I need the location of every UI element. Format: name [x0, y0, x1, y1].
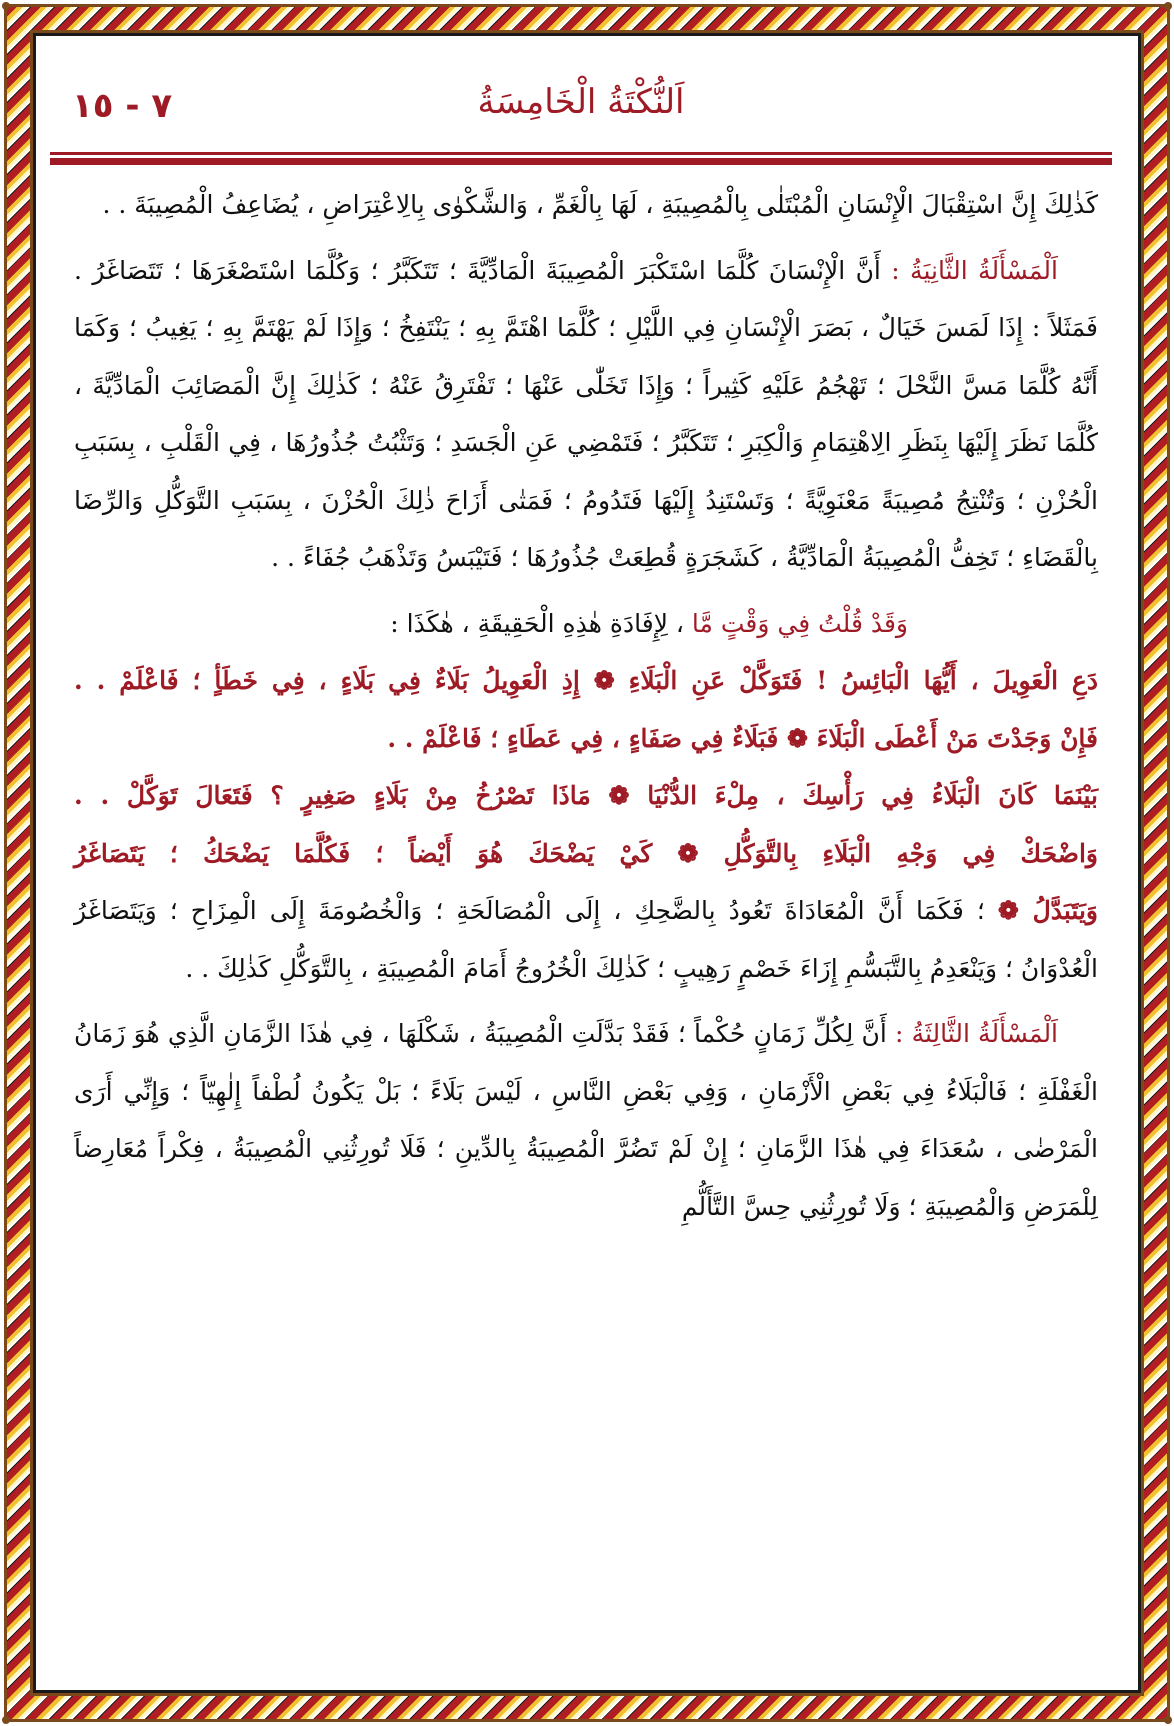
paragraph-3: [74, 882, 1098, 997]
poem-intro-red: وَقَدْ قُلْتُ فِي وَقْتٍ مَّا: [691, 608, 908, 638]
poem-line-1: دَعِ الْعَوِيلَ ، أَيُّهَا الْبَائِسُ ! فَتَوَكَّلْ عَنِ الْبَلَاءِ ❁ إِذِ الْعَوِيلُ بَلَاءٌ فِي بَلَاءٍ ، فِي خَطَأٍ ؛ فَاعْلَمْ . .: [74, 666, 1098, 695]
corner-ornament-icon: [1164, 2, 1172, 10]
page-header: [50, 82, 1112, 156]
corner-ornament-icon: [2, 2, 10, 10]
paragraph-2: [74, 242, 1098, 587]
paragraph-3-text: ؛ فَكَمَا أَنَّ الْمُعَادَاةَ تَعُودُ بِالضَّحِكِ ، إِلَى الْمُصَالَحَةِ ؛ وَالْخُصُومَةَ إِلَى الْمِزَاحِ ؛ وَيَتَصَاغَرُ الْعُدْوَانُ ؛ وَيَنْعَدِمُ بِالتَّبَسُّمِ إِزَاءَ خَصْمٍ رَهِيبٍ ؛ كَذٰلِكَ الْخُرُوجُ أَمَامَ الْمُصِيبَةِ ، بِالتَّوَكُّلِ كَذٰلِكَ . .: [74, 896, 1098, 983]
section-label-third: اَلْمَسْأَلَةُ الثَّالِثَةُ :: [895, 1019, 1059, 1048]
poem-intro: [74, 595, 1098, 653]
poem-tail: وَيَتَبَدَّلُ ❁: [997, 896, 1098, 925]
header-rule-thick: [50, 158, 1112, 165]
paragraph-2-text: أَنَّ الْإِنْسَانَ كُلَّمَا اسْتَكْبَرَ الْمُصِيبَةَ الْمَادِّيَّةَ ؛ تَتَكَبَّرُ ؛ وَكُلَّمَا اسْتَصْغَرَهَا ؛ تَتَصَاغَرُ . فَمَثَلاً : إِذَا لَمَسَ خَيَالٌ ، بَصَرَ الْإِنْسَانِ فِي اللَّيْلِ ؛ كُلَّمَا اهْتَمَّ بِهِ ؛ يَنْتَفِخُ ؛ وَإِذَا لَمْ يَهْتَمَّ بِهِ ؛ يَغِيبُ ؛ وَكَمَا أَنَّهُ كُلَّمَا مَسَّ النَّحْلَ ؛ تَهْجُمُ عَلَيْهِ كَثِيراً ؛ وَإِذَا تَخَلّٰى عَنْهَا ؛ تَفْتَرِقُ عَنْهُ ؛ كَذٰلِكَ إِنَّ الْمَصَائِبَ الْمَادِّيَّةَ ، كُلَّمَا نَظَرَ إِلَيْهَا بِنَظَرِ الِاهْتِمَامِ وَالْكِبَرِ ؛ تَتَكَبَّرُ ؛ فَتَمْضِي عَنِ الْجَسَدِ ؛ وَتَثْبُتُ جُذُورُهَا ، فِي الْقَلْبِ ، بِسَبَبِ الْحُزْنِ ؛ وَتُنْتِجُ مُصِيبَةً مَعْنَوِيَّةً ؛ وَتَسْتَنِدُ إِلَيْهَا فَتَدُومُ ؛ فَمَتٰى أَزَاحَ ذٰلِكَ الْحُزْنَ ، بِسَبَبِ التَّوَكُّلِ وَالرِّضَا بِالْقَضَاءِ ؛ تَخِفُّ الْمُصِيبَةُ الْمَادِّيَّةُ ، كَشَجَرَةٍ قُطِعَتْ جُذُورُهَا ؛ فَتَيْبَسُ وَتَذْهَبُ جُفَاءً . .: [74, 255, 1098, 572]
corner-ornament-icon: [1164, 1716, 1172, 1724]
corner-ornament-icon: [2, 1716, 10, 1724]
page-content: [36, 36, 1138, 1690]
poem-line-2: فَإِنْ وَجَدْتَ مَنْ أَعْطَى الْبَلَاءَ ❁ فَبَلَاءٌ فِي صَفَاءٍ ، فِي عَطَاءٍ ؛ فَاعْلَمْ . .: [387, 723, 1098, 753]
poem-line-4: وَاضْحَكْ فِي وَجْهِ الْبَلَاءِ بِالتَّوَكُّلِ ❁ كَيْ يَضْحَكَ هُوَ أَيْضاً ؛ فَكُلَّمَا يَضْحَكُ ؛ يَتَصَاغَرُ: [74, 838, 1098, 868]
header-rule-thin: [50, 152, 1112, 155]
poem-intro-black: ، لِإِفَادَةِ هٰذِهِ الْحَقِيقَةِ ، هٰكَذَا :: [390, 608, 684, 638]
paragraph-4: [74, 1005, 1098, 1235]
paragraph-1: كَذٰلِكَ إِنَّ اسْتِقْبَالَ الْإِنْسَانِ الْمُبْتَلٰى بِالْمُصِيبَةِ ، لَهَا بِالْغَمِّ ، وَالشَّكْوٰى بِالِاعْتِرَاضِ ، يُضَاعِفُ الْمُصِيبَةَ . .: [102, 190, 1098, 219]
chapter-title: اَلنُّكْتَةُ الْخَامِسَةُ: [477, 82, 685, 122]
page-number: ٧ - ١٥: [72, 86, 173, 126]
paragraph-4-text: أَنَّ لِكُلِّ زَمَانٍ حُكْماً ؛ فَقَدْ بَدَّلَتِ الْمُصِيبَةُ ، شَكْلَهَا ، فِي هٰذَا الزَّمَانِ الَّذِي هُوَ زَمَانُ الْغَفْلَةِ ؛ فَالْبَلَاءُ فِي بَعْضِ الْأَزْمَانِ ، وَفِي بَعْضِ النَّاسِ ، لَيْسَ بَلَاءً ؛ بَلْ يَكُونُ لُطْفاً إِلٰهِيّاً ؛ وَإِنِّي أَرَى الْمَرْضٰى ، سُعَدَاءَ فِي هٰذَا الزَّمَانِ ؛ إِنْ لَمْ تَضُرَّ الْمُصِيبَةُ بِالدِّينِ ؛ فَلَا تُورِثُنِي الْمُصِيبَةُ ، فِكْراً مُعَارِضاً لِلْمَرَضِ وَالْمُصِيبَةِ ؛ وَلَا تُورِثُنِي حِسَّ التَّأَلُّمِ: [74, 1019, 1098, 1221]
body-text: [74, 176, 1098, 1243]
section-label-second: اَلْمَسْأَلَةُ الثَّانِيَةُ :: [891, 255, 1058, 285]
poem-line-3: بَيْنَمَا كَانَ الْبَلَاءُ فِي رَأْسِكَ ، مِلْءَ الدُّنْيَا ❁ مَاذَا تَصْرُخُ مِنْ بَلَاءٍ صَغِيرٍ ؟ فَتَعَالَ تَوَكَّلْ . .: [74, 781, 1098, 810]
